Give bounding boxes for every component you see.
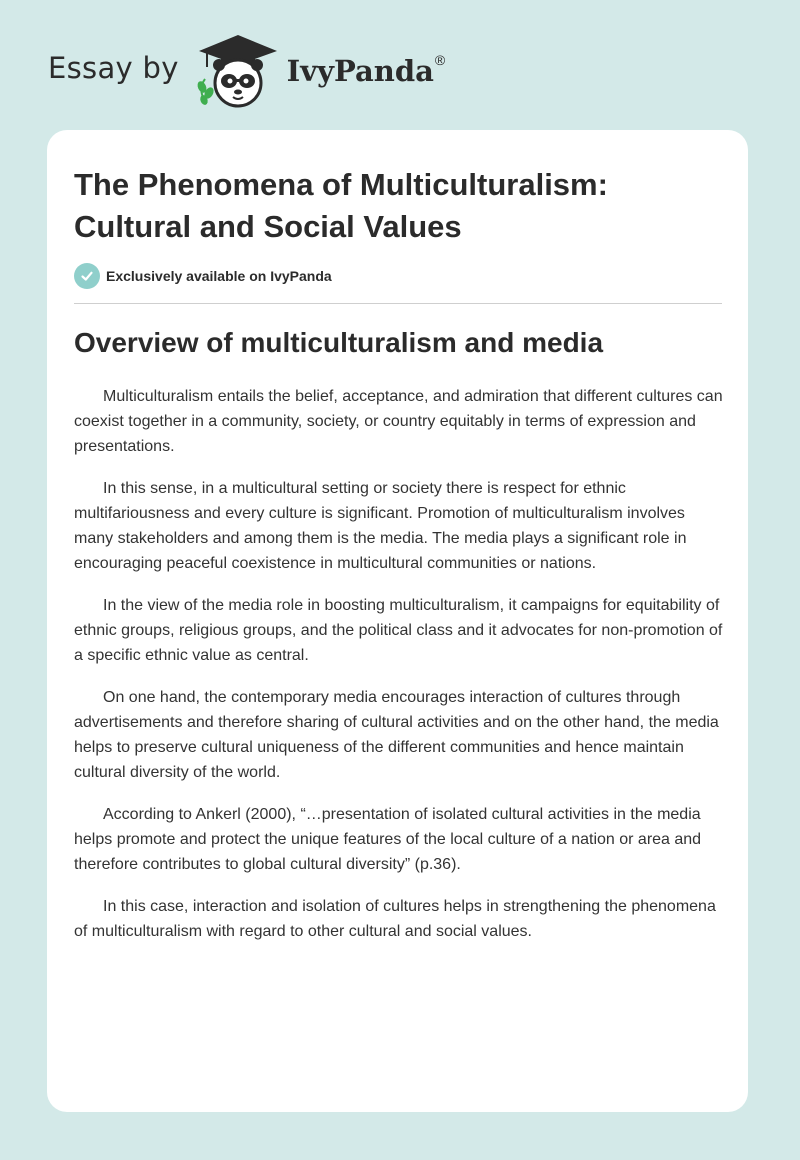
paragraph: Multiculturalism entails the belief, acceptance, and admiration that different cultures can coexist together in a community, society, or country equitably in terms of expression and presentations. — [74, 388, 723, 455]
paragraph: In this case, interaction and isolation of cultures helps in strengthening the phenomena of multiculturalism with regard to other cultural and social values. — [74, 898, 716, 940]
checkmark-icon — [74, 263, 100, 289]
brand-name-text: IvyPanda — [286, 54, 434, 88]
paragraph: In the view of the media role in boosting multiculturalism, it campaigns for equitability of ethnic groups, religious groups, and the political class and it advocates for non-promotion of a specific ethnic value as central. — [74, 597, 723, 664]
registered-mark: ® — [434, 52, 446, 68]
section-heading: Overview of multiculturalism and media — [74, 327, 604, 358]
essay-by-label: Essay by — [48, 51, 179, 85]
site-header — [48, 30, 445, 110]
paragraph: In this sense, in a multicultural setting or society there is respect for ethnic multifariousness and every culture is significant. Promotion of multiculturalism involves many stakeholders and among them is the media. The media plays a significant role in encouraging peaceful coexistence in multicultural communities or nations. — [74, 480, 687, 572]
panda-logo-icon[interactable] — [195, 31, 281, 109]
essay-card — [47, 130, 748, 1112]
exclusive-badge — [74, 263, 332, 289]
essay-body — [74, 384, 724, 961]
paragraph: On one hand, the contemporary media encourages interaction of cultures through advertisements and therefore sharing of cultural activities and on the other hand, the media helps to preserve cultural uniqueness of the different communities and hence maintain cultural diversity of the world. — [74, 689, 719, 781]
essay-title: The Phenomena of Multiculturalism: Cultural and Social Values — [74, 167, 608, 244]
paragraph: According to Ankerl (2000), “…presentation of isolated cultural activities in the media helps promote and protect the unique features of the local culture of a nation or area and therefore contributes to global cultural diversity” (p.36). — [74, 806, 702, 873]
title-divider — [74, 303, 722, 304]
exclusive-badge-label: Exclusively available on IvyPanda — [106, 268, 332, 284]
brand-name[interactable] — [287, 54, 446, 88]
